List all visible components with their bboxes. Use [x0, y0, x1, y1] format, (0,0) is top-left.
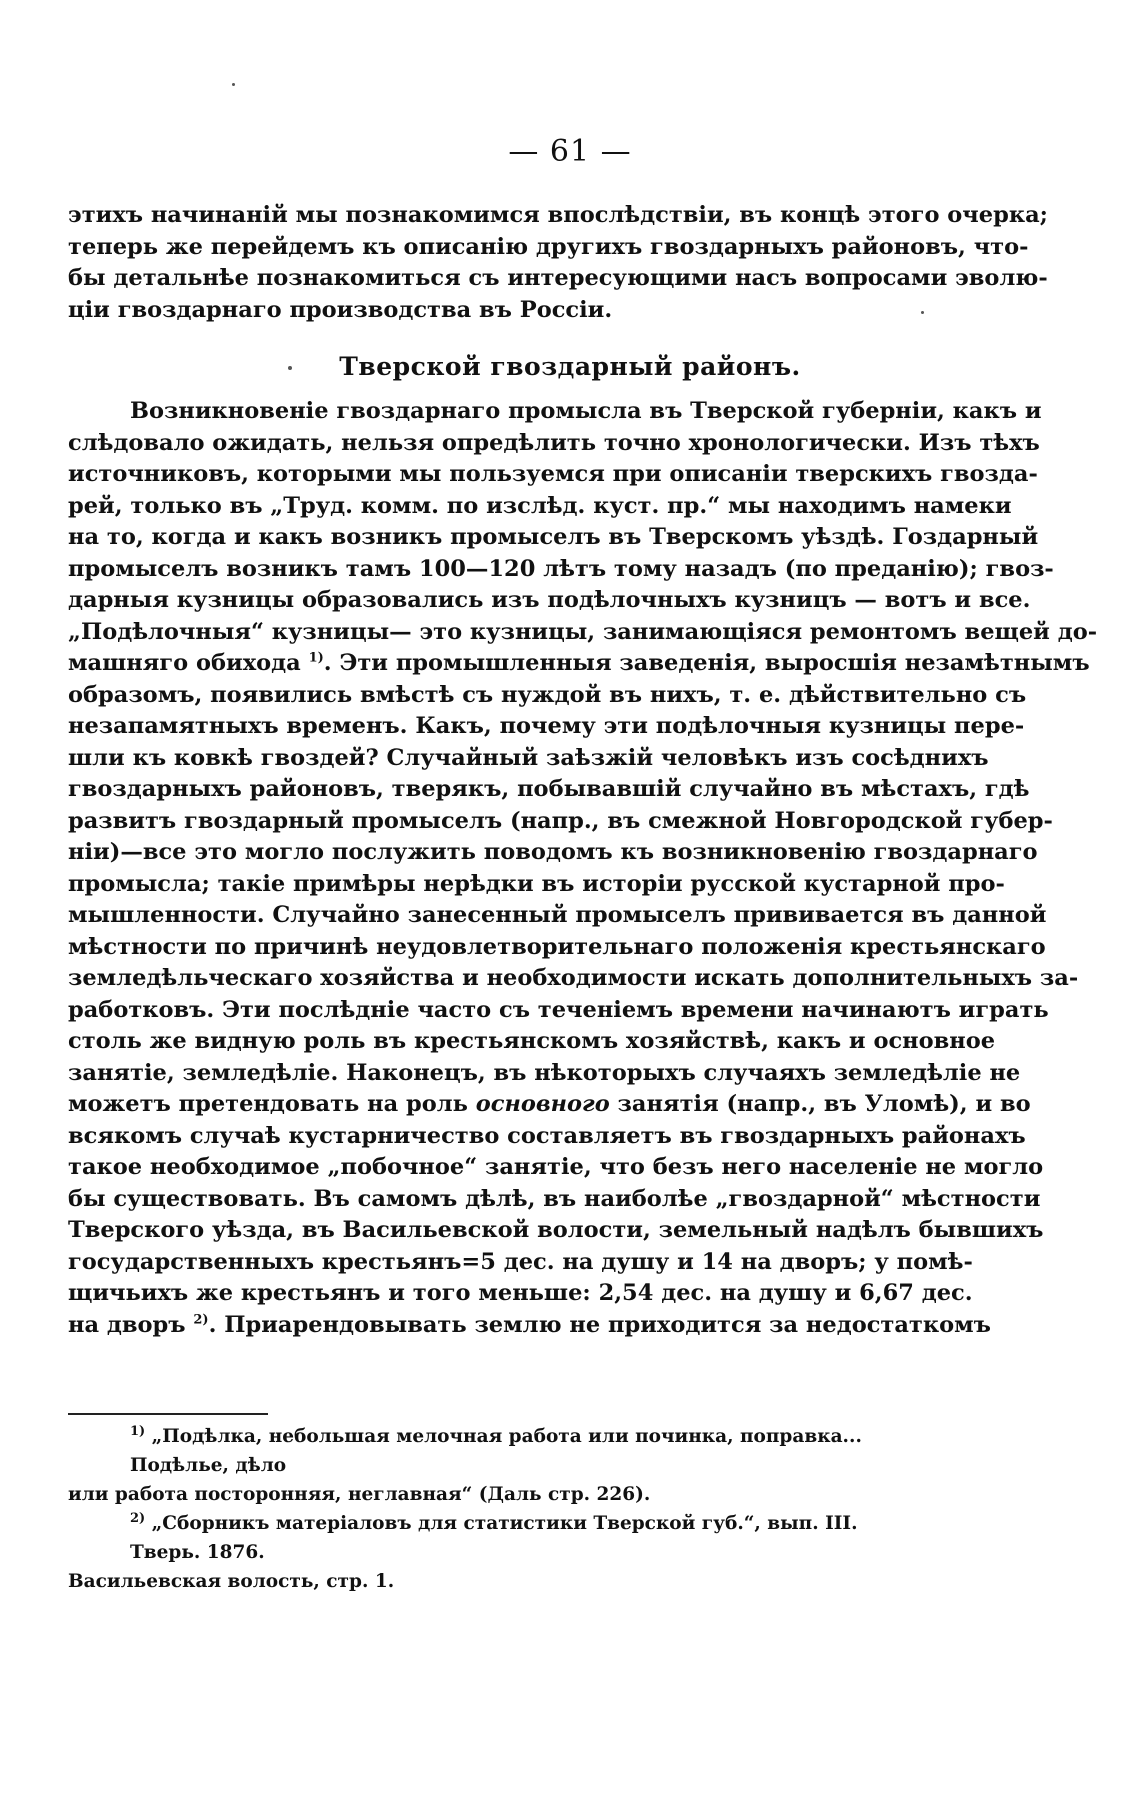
print-speck — [232, 83, 235, 86]
text-fragment: можетъ претендовать на роль — [68, 1091, 468, 1117]
text-line: ніи)—все это могло послужить поводомъ къ возникновенію гвоздарнаго — [68, 839, 1038, 865]
footnote-marker: 1) — [130, 1423, 146, 1439]
text-line: государственныхъ крестьянъ=5 дес. на душу и 14 на дворъ; у помѣ- — [68, 1248, 973, 1275]
footnote-text: „Сборникъ матеріаловъ для статистики Тверской губ.“, вып. III. Тверь. 1876. — [130, 1513, 858, 1563]
text-line: гвоздарныхъ районовъ, тверякъ, побывавшій случайно въ мѣстахъ, гдѣ — [68, 776, 1030, 802]
text-fragment: занятія (напр., въ Уломѣ), и во — [617, 1091, 1031, 1117]
text-line: всякомъ случаѣ кустарничество составляетъ въ гвоздарныхъ районахъ — [68, 1122, 1026, 1149]
text-line: мѣстности по причинѣ неудовлетворительнаго положенія крестьянскаго — [68, 933, 1046, 960]
text-line: бы детальнѣе познакомиться съ интересующими насъ вопросами эволю- — [68, 265, 1048, 291]
text-line: развитъ гвоздарный промыселъ (напр., въ смежной Новгородской губер- — [68, 807, 1053, 834]
text-line: мышленности. Случайно занесенный промыселъ прививается въ данной — [68, 902, 1047, 928]
text-line: Тверского уѣзда, въ Васильевской волости, земельный надѣлъ бывшихъ — [68, 1217, 1044, 1243]
text-line: занятіе, земледѣліе. Наконецъ, въ нѣкоторыхъ случаяхъ земледѣліе не — [68, 1059, 1021, 1086]
text-fragment: Приарендовывать землю не приходится за недостаткомъ — [224, 1311, 991, 1338]
intro-paragraph — [68, 200, 1048, 326]
text-fragment: на дворъ — [68, 1311, 186, 1338]
body-paragraph — [68, 396, 1098, 1341]
text-line: „Подѣлочныя“ кузницы— это кузницы, занимающіяся ремонтомъ вещей до- — [68, 618, 1098, 645]
text-line: слѣдовало ожидать, нельзя опредѣлить точно хронологически. Изъ тѣхъ — [68, 429, 1040, 456]
text-line: промыселъ возникъ тамъ 100—120 лѣтъ тому назадъ (по преданію); гвоз- — [68, 555, 1054, 582]
footnote-2-cont: Васильевская волость, стр. 1. — [68, 1571, 395, 1592]
text-fragment: машняго обихода — [68, 650, 301, 676]
text-line: машняго обихода $^{1)}$. Эти промышленныя заведенія, выросшія незамѣтнымъ — [68, 650, 1090, 676]
text-line: на то, когда и какъ возникъ промыселъ въ Тверскомъ уѣздѣ. Гоздарный — [68, 524, 1039, 550]
footnote-ref-2: 2) — [193, 1312, 209, 1327]
text-line: шли къ ковкѣ гвоздей? Случайный заѣзжій человѣкъ изъ сосѣднихъ — [68, 744, 989, 771]
text-line: незапамятныхъ временъ. Какъ, почему эти подѣлочныя кузницы пере- — [68, 713, 1025, 739]
footnote-ref-1: 1) — [308, 650, 324, 666]
text-line — [68, 1089, 1031, 1121]
footnotes — [68, 1422, 928, 1596]
text-fragment: Эти промышленныя заведенія, выросшія незамѣтнымъ — [339, 650, 1090, 676]
text-line: ціи гвоздарнаго производства въ Россіи. — [68, 296, 613, 323]
text-line: бы существовать. Въ самомъ дѣлѣ, въ наиболѣе „гвоздарной“ мѣстности — [68, 1185, 1041, 1212]
text-line: такое необходимое „побочное“ занятіе, что безъ него населеніе не могло — [68, 1154, 1044, 1180]
text-line: рей, только въ „Труд. комм. по изслѣд. куст. пр.“ мы находимъ намеки — [68, 492, 1012, 519]
text-line: теперь же перейдемъ къ описанію другихъ гвоздарныхъ районовъ, что- — [68, 233, 1029, 260]
section-heading: Тверской гвоздарный районъ. — [339, 352, 801, 381]
text-line: Возникновеніе гвоздарнаго промысла въ Тверской губерніи, какъ и — [130, 398, 1042, 424]
text-line: столь же видную роль въ крестьянскомъ хозяйствѣ, какъ и основное — [68, 1028, 996, 1054]
text-line: этихъ начинаній мы познакомимся впослѣдствіи, въ концѣ этого очерка; — [68, 202, 1048, 228]
footnote-1-cont: или работа посторонняя, неглавная“ (Даль стр. 226). — [68, 1484, 651, 1505]
text-line: земледѣльческаго хозяйства и необходимости искать дополнительныхъ за- — [68, 965, 1079, 991]
emphasized-word: основного — [475, 1091, 610, 1117]
page-number: — 61 — — [508, 134, 632, 169]
footnote-1 — [68, 1422, 928, 1480]
text-line: щичьихъ же крестьянъ и того меньше: 2,54 дес. на душу и 6,67 дес. — [68, 1280, 973, 1306]
text-line: дарныя кузницы образовались изъ подѣлочныхъ кузницъ — вотъ и все. — [68, 587, 1031, 613]
footnote-2 — [68, 1509, 928, 1567]
footnote-marker: 2) — [130, 1510, 146, 1526]
text-line: промысла; такіе примѣры нерѣдки въ исторіи русской кустарной про- — [68, 870, 1005, 897]
text-line: работковъ. Эти послѣдніе часто съ теченіемъ времени начинаютъ играть — [68, 996, 1049, 1023]
footnote-text: „Подѣлка, небольшая мелочная работа или починка, поправка... Подѣлье, дѣло — [130, 1426, 862, 1476]
footnote-divider — [68, 1413, 268, 1415]
text-line: образомъ, появились вмѣстѣ съ нуждой въ нихъ, т. е. дѣйствительно съ — [68, 681, 1027, 708]
text-line: источниковъ, которыми мы пользуемся при описаніи тверскихъ гвозда- — [68, 461, 1038, 487]
text-line: на дворъ $^{2)}$. Приарендовывать землю не приходится за недостаткомъ — [68, 1311, 991, 1338]
